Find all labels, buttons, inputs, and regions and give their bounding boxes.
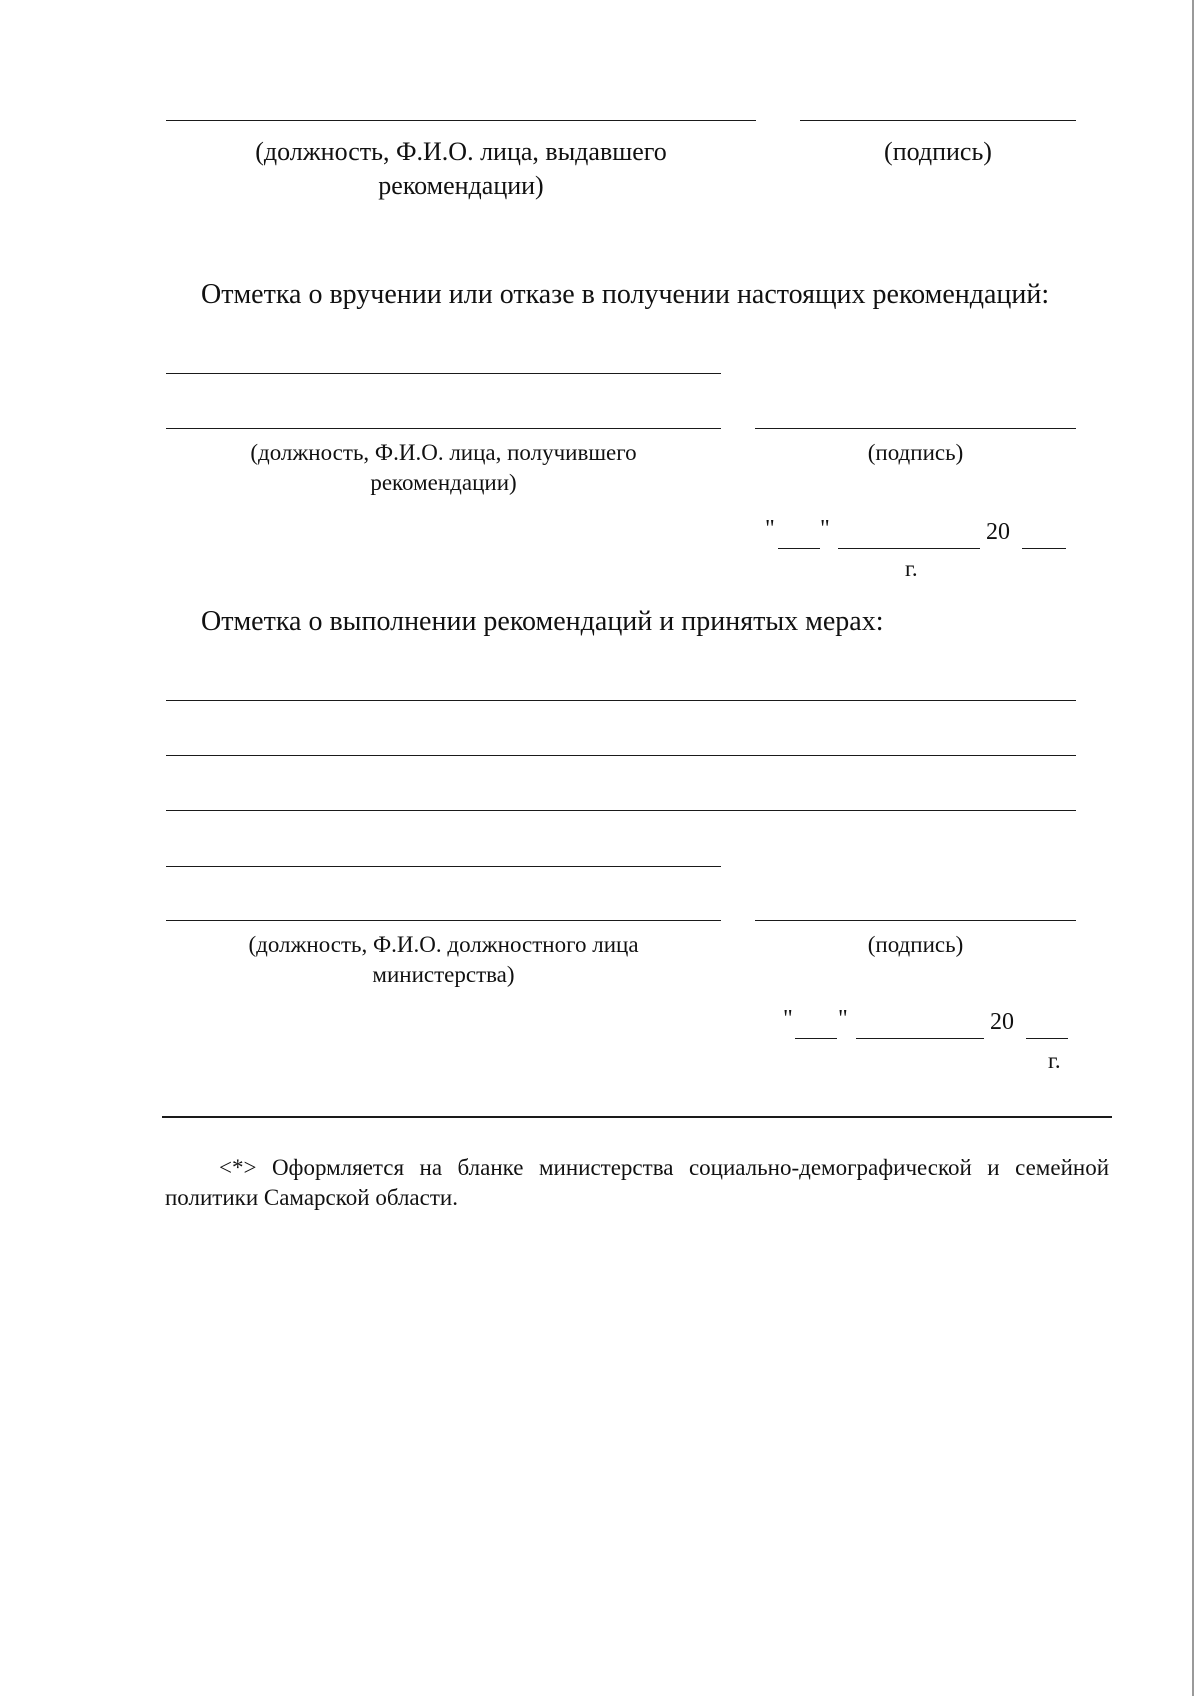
receipt-signature-label: (подпись) <box>867 440 964 465</box>
receipt-date-year-prefix: 20 <box>986 519 1010 545</box>
issuer-signature-line[interactable] <box>800 120 1076 121</box>
execution-date-year-suffix: г. <box>1048 1048 1061 1073</box>
execution-signature-line[interactable] <box>755 920 1076 921</box>
execution-name-line[interactable] <box>166 920 721 921</box>
issuer-signature-label: (подпись) <box>884 137 992 166</box>
receipt-name-line[interactable] <box>166 428 721 429</box>
footnote-line-2: политики Самарской области. <box>165 1185 458 1210</box>
receipt-position-label: (должность, Ф.И.О. лица, получившего <box>250 440 637 465</box>
receipt-heading: Отметка о вручении или отказе в получении настоящих рекомендаций: <box>201 279 1050 310</box>
receipt-date-quote-open: " <box>765 516 775 542</box>
execution-date-quote-close: " <box>838 1006 848 1032</box>
execution-date-month-blank[interactable] <box>856 1038 984 1039</box>
execution-date-day-blank[interactable] <box>795 1038 837 1039</box>
footnote-separator <box>162 1116 1112 1118</box>
receipt-date-quote-close: " <box>820 516 830 542</box>
execution-position-label: (должность, Ф.И.О. должностного лица <box>248 932 639 957</box>
execution-line-3[interactable] <box>166 810 1076 811</box>
receipt-date-day-blank[interactable] <box>778 548 820 549</box>
footnote-line-1: <*> Оформляется на бланке министерства социально-демографической и семейной <box>219 1155 1109 1180</box>
execution-position-label-2: министерства) <box>372 962 515 987</box>
page-edge <box>1192 0 1194 1696</box>
issuer-position-label: (должность, Ф.И.О. лица, выдавшего <box>255 137 667 166</box>
receipt-date-year-blank[interactable] <box>1022 548 1066 549</box>
execution-heading: Отметка о выполнении рекомендаций и принятых мерах: <box>201 606 884 637</box>
receipt-date-month-blank[interactable] <box>838 548 980 549</box>
execution-signature-label: (подпись) <box>867 932 964 957</box>
receipt-line-1[interactable] <box>166 373 721 374</box>
receipt-position-label-2: рекомендации) <box>370 470 517 495</box>
execution-date-year-blank[interactable] <box>1026 1038 1068 1039</box>
execution-line-4[interactable] <box>166 866 721 867</box>
receipt-signature-line[interactable] <box>755 428 1076 429</box>
receipt-date-year-suffix: г. <box>905 556 918 581</box>
issuer-name-line[interactable] <box>166 120 756 121</box>
execution-line-1[interactable] <box>166 700 1076 701</box>
execution-date-year-prefix: 20 <box>990 1009 1014 1035</box>
issuer-position-label-2: рекомендации) <box>378 171 544 200</box>
execution-line-2[interactable] <box>166 755 1076 756</box>
execution-date-quote-open: " <box>783 1006 793 1032</box>
